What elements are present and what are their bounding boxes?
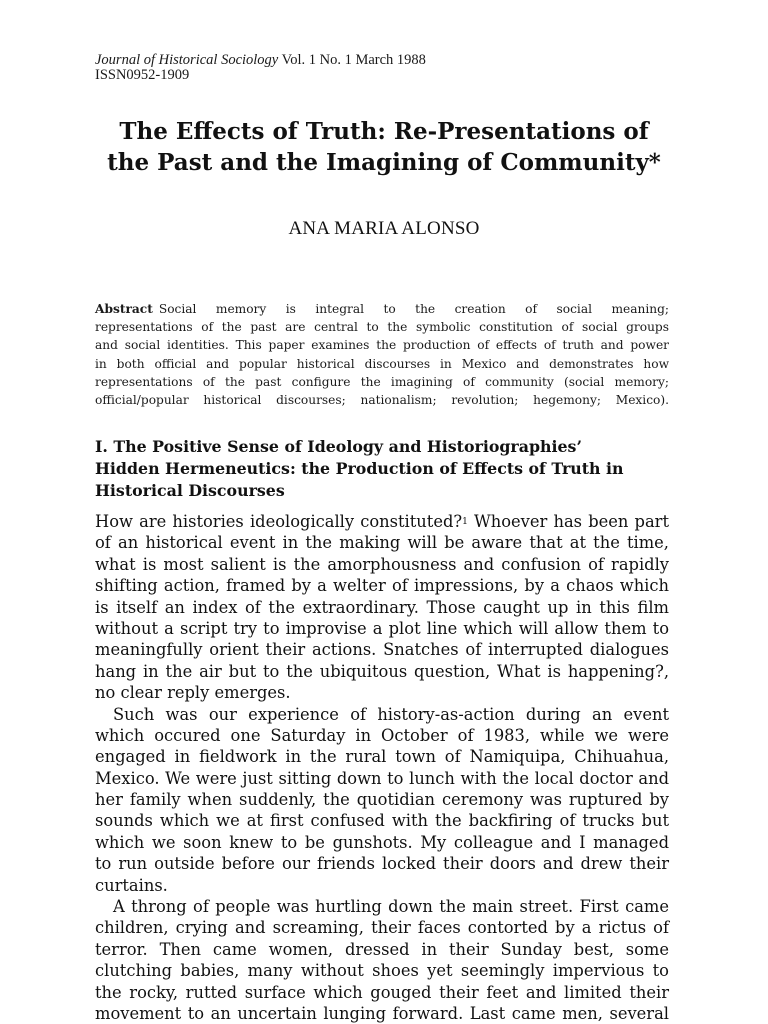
- body-line: clutching babies, many without shoes yet seemingly impervious to: [95, 961, 669, 981]
- body-line: curtains.: [95, 875, 168, 895]
- body-text: [95, 511, 669, 1024]
- section-heading-line: Hidden Hermeneutics: the Production of Effects of Truth in: [95, 459, 624, 478]
- body-line: which occured one Saturday in October of 1983, while we were: [95, 725, 669, 745]
- abstract-line: Abstract Social memory is integral to the creation of social meaning;: [95, 302, 669, 316]
- body-line: to run outside before our friends locked their doors and drew their: [95, 854, 669, 874]
- body-line: what is most salient is the amorphousness and confusion of rapidly: [95, 554, 669, 574]
- abstract-line: in both official and popular historical discourses in Mexico and demonstrates how: [95, 356, 669, 371]
- section-heading-line: Historical Discourses: [95, 481, 285, 500]
- body-line: How are histories ideologically constituted?$^1$ Whoever has been part: [95, 512, 669, 531]
- body-line: engaged in fieldwork in the rural town of Namiquipa, Chihuahua,: [95, 747, 669, 767]
- journal-name: Journal of Historical Sociology: [95, 52, 279, 68]
- body-line: no clear reply emerges.: [95, 683, 291, 703]
- journal-header: [95, 53, 426, 83]
- paper-author: ANA MARIA ALONSO: [288, 218, 480, 239]
- paper-title-line-1: The Effects of Truth: Re-Presentations of: [119, 118, 649, 145]
- abstract-line: and social identities. This paper examines the production of effects of truth and power: [95, 338, 669, 353]
- section-heading-line: I. The Positive Sense of Ideology and Historiographies’: [95, 437, 582, 456]
- journal-volume: Vol. 1 No. 1 March 1988: [278, 52, 426, 68]
- body-line: of an historical event in the making will be aware that at the time,: [95, 533, 669, 553]
- section-heading: [95, 436, 675, 502]
- body-line: without a script try to improvise a plot line which will allow them to: [95, 618, 669, 638]
- journal-citation: [95, 53, 426, 68]
- abstract: [95, 300, 669, 409]
- body-line: movement to an uncertain lunging forward. Last came men, several: [95, 1003, 669, 1023]
- body-line: sounds which we at first confused with the backfiring of trucks but: [95, 811, 669, 831]
- body-line: meaningfully orient their actions. Snatches of interrupted dialogues: [95, 640, 669, 660]
- body-line: hang in the air but to the ubiquitous question, What is happening?,: [95, 661, 669, 681]
- footnote-marker[interactable]: 1: [462, 517, 468, 527]
- journal-issn: ISSN0952-1909: [95, 67, 190, 83]
- body-line: the rocky, rutted surface which gouged their feet and limited their: [95, 982, 669, 1002]
- body-line: terror. Then came women, dressed in their Sunday best, some: [95, 939, 669, 959]
- abstract-line: representations of the past are central to the symbolic constitution of social groups: [95, 320, 669, 335]
- paper-title: [60, 116, 708, 178]
- body-line: children, crying and screaming, their faces contorted by a rictus of: [95, 918, 669, 938]
- body-line: which we soon knew to be gunshots. My colleague and I managed: [95, 832, 669, 852]
- abstract-line: official/popular historical discourses; nationalism; revolution; hegemony; Mexico).: [95, 393, 669, 408]
- body-line: Such was our experience of history-as-action during an event: [113, 704, 669, 724]
- body-line: is itself an index of the extraordinary. Those caught up in this film: [95, 597, 669, 617]
- body-line: her family when suddenly, the quotidian ceremony was ruptured by: [95, 790, 669, 810]
- paper-title-line-2: the Past and the Imagining of Community*: [107, 149, 661, 176]
- abstract-label: Abstract: [95, 302, 153, 316]
- body-line: A throng of people was hurtling down the main street. First came: [113, 897, 669, 917]
- body-line: Mexico. We were just sitting down to lunch with the local doctor and: [95, 768, 669, 788]
- body-line: shifting action, framed by a welter of impressions, by a chaos which: [95, 576, 669, 596]
- abstract-line: representations of the past configure the imagining of community (social memory;: [95, 374, 669, 389]
